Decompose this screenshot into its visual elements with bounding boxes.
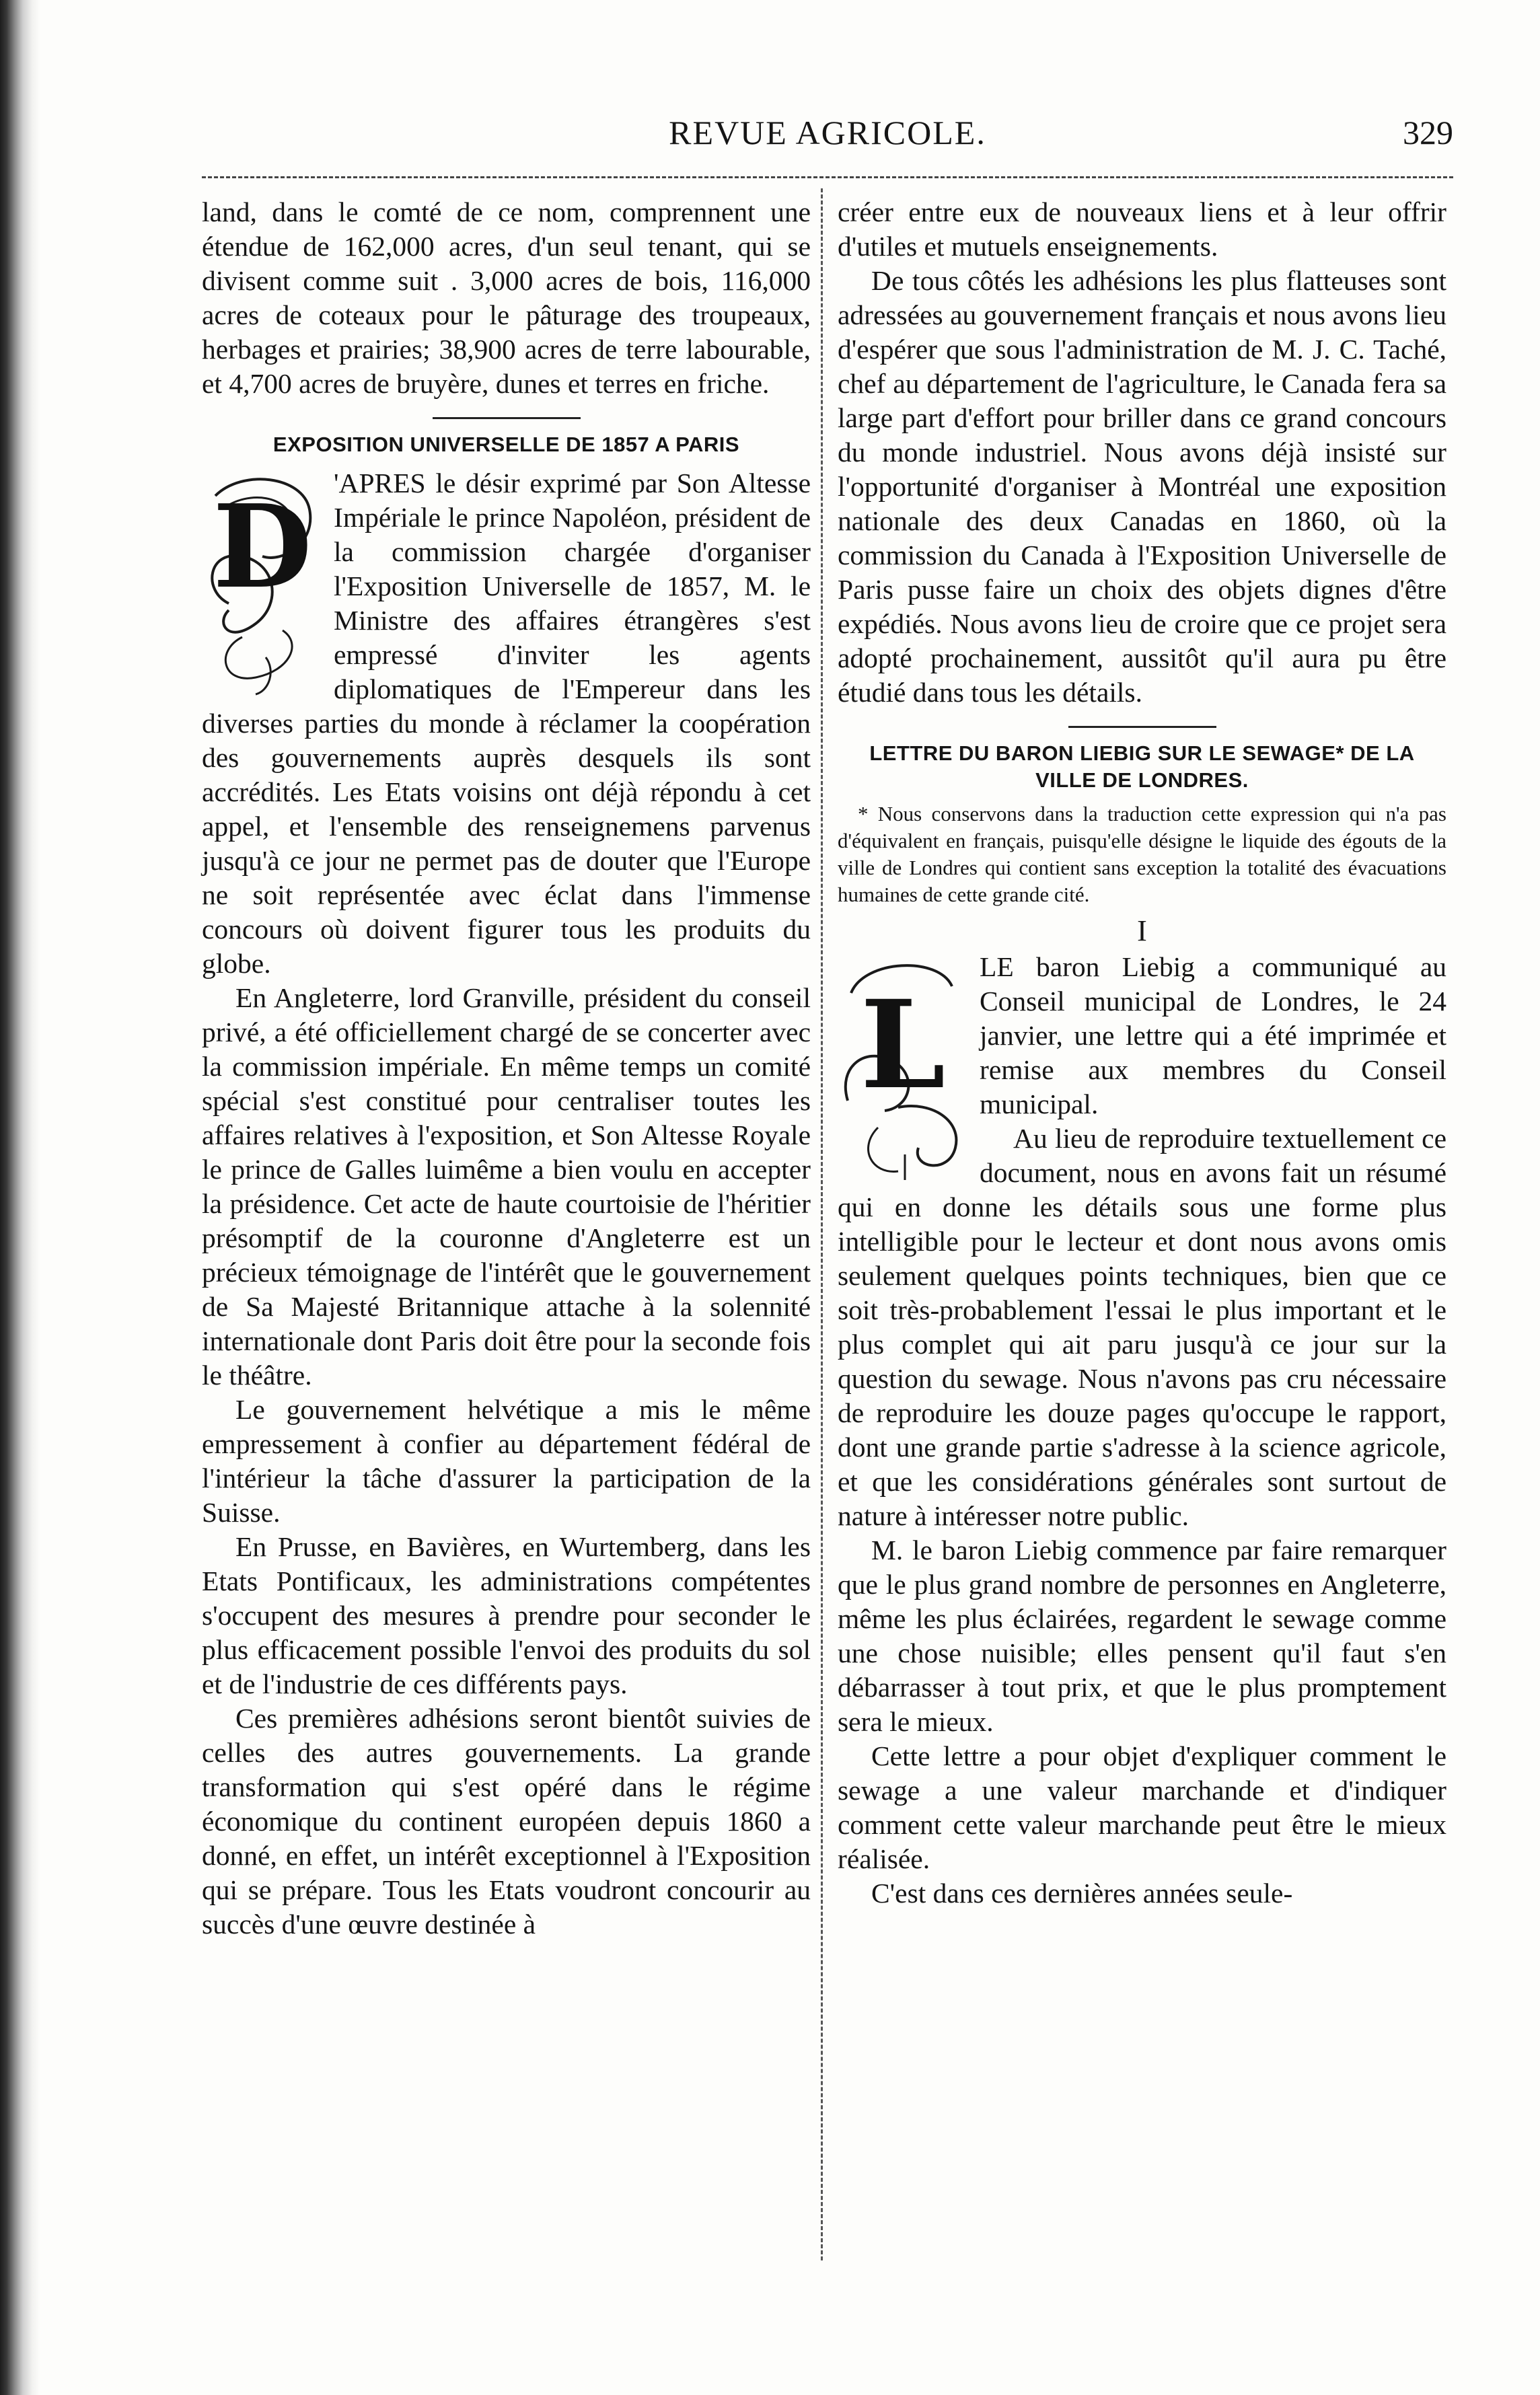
paragraph: Ces premières adhésions seront bientôt suivies de celles des autres gouvernements. La grande transformation qui s'est opéré dans le régime économique du continent européen depuis 1860 a donné, en effet, un intérêt exceptionnel à l'Exposition qui se prépare. Tous les Etats voudront concourir au succès d'une œuvre destinée à [202, 1703, 811, 1940]
section-number: I [1137, 914, 1147, 947]
ornamental-initial-d [202, 469, 323, 698]
paragraph: En Angleterre, lord Granville, président du conseil privé, a été officiellement chargé de se concerter avec la commission impériale. En même temps un comité spécial s'est constitué pour centraliser toutes les affaires relatives à l'exposition, et Son Altesse Royale le prince de Galles luimême a bien voulu en accepter la présidence. Cet acte de haute courtoisie de l'héritier présomptif de la couronne d'Angleterre est un précieux témoignage de l'intérêt que le gouvernement de Sa Majesté Britannique attache à la solennité internationale dont Paris doit être pour la seconde fois le théâtre. [202, 982, 811, 1391]
paragraph: Au lieu de reproduire textuellement ce document, nous en avons fait un résumé qui en donne les détails sous une forme plus intelligible pour le lecteur et dont nous avons omis seulement quelques points techniques, bien que ce soit très-probablement l'essai le plus important et le plus complet qui ait paru jusqu'à ce jour sur la question du sewage. Nous n'avons pas cru nécessaire de reproduire les douze pages qu'occupe le rapport, dont une grande partie s'adresse à la science agricole, et que les considérations générales sont surtout de nature à intéresser notre public. [838, 1123, 1446, 1531]
paragraph: LE baron Liebig a communiqué au Conseil municipal de Londres, le 24 janvier, une lettre qui a été imprimée et remise aux membres du Conseil municipal. [980, 951, 1446, 1119]
running-title: REVUE AGRICOLE. [669, 114, 986, 151]
paragraph: C'est dans ces dernières années seule- [871, 1878, 1293, 1909]
paragraph: Le gouvernement helvétique a mis le même empressement à confier au département fédéral de l'intérieur la tâche d'assurer la participation de la Suisse. [202, 1394, 811, 1528]
paragraph: créer entre eux de nouveaux liens et à leur offrir d'utiles et mutuels enseignements. [838, 196, 1446, 262]
column-divider [821, 188, 823, 2260]
section-heading: LETTRE DU BARON LIEBIG SUR LE SEWAGE* DE LA VILLE DE LONDRES. [869, 741, 1415, 792]
paragraph: 'APRES le désir exprimé par Son Altesse Impériale le prince Napoléon, président de la commission chargée d'organiser l'Exposition Universelle de 1857, M. le Ministre des affaires étrangères s'est empressé d'inviter les agents diplomatiques de l'Empereur dans les diverses parties du monde à réclamer la coopération des gouvernements auprès desquels ils sont accrédités. Les Etats voisins ont déjà répondu à cet appel, et l'ensemble des renseignemens parvenus jusqu'à ce jour ne permet pas de douter que l'Europe ne soit représentée avec éclat dans l'immense concours où doivent figurer tous les produits du globe. [202, 468, 811, 979]
book-spine-shadow [0, 0, 40, 2395]
header-rule [202, 176, 1453, 178]
svg-text:L: L [860, 974, 946, 1116]
section-rule [433, 417, 581, 419]
section-heading: EXPOSITION UNIVERSELLE DE 1857 A PARIS [272, 433, 740, 456]
paragraph: M. le baron Liebig commence par faire remarquer que le plus grand nombre de personnes en Angleterre, même les plus éclairées, regardent le sewage comme une chose nuisible; elles pensent qu'il faut s'en débarrasser à tout prix, et que le plus promptement sera le mieux. [838, 1535, 1446, 1737]
paragraph: land, dans le comté de ce nom, comprennent une étendue de 162,000 acres, d'un seul tenant, qui se divisent comme suit . 3,000 acres de bois, 116,000 acres de coteaux pour le pâturage des troupeaux, herbages et prairies; 38,900 acres de terre labourable, et 4,700 acres de bruyère, dunes et terres en friche. [202, 196, 811, 399]
paragraph: Cette lettre a pour objet d'expliquer comment le sewage a une valeur marchande et d'indiquer comment cette valeur marchande peut être le mieux réalisée. [838, 1740, 1446, 1874]
left-column [202, 195, 811, 1942]
right-column [838, 195, 1446, 1911]
translator-note: * Nous conservons dans la traduction cette expression qui n'a pas d'équivalent en français, puisqu'elle désigne le liquide des égouts de la ville de Londres qui contient sans exception la totalité des évacuations humaines de cette grande cité. [838, 802, 1446, 906]
paragraph: De tous côtés les adhésions les plus flatteuses sont adressées au gouvernement français et nous avons lieu d'espérer que sous l'administration de M. J. C. Taché, chef au département de l'agriculture, le Canada fera sa large part d'effort pour briller dans ce grand concours du monde industriel. Nous avons déjà insisté sur l'opportunité d'organiser à Montréal une exposition nationale des deux Canadas en 1860, où la commission du Canada à l'Exposition Universelle de Paris pusse faire un choix des objets dignes d'être expédiés. Nous avons lieu de croire que ce projet sera adopté prochainement, aussitôt qu'il aura pu être étudié dans tous les détails. [838, 265, 1446, 708]
section-rule [1068, 726, 1216, 728]
paragraph: En Prusse, en Bavières, en Wurtemberg, dans les Etats Pontificaux, les administrations compétentes s'occupent des mesures à prendre pour seconder le plus efficacement possible l'envoi des produits du sol et de l'industrie de ces différents pays. [202, 1531, 811, 1699]
page-header [202, 113, 1453, 160]
svg-text:D: D [213, 480, 312, 614]
page-number: 329 [1403, 114, 1453, 151]
ornamental-initial-l [838, 953, 969, 1181]
